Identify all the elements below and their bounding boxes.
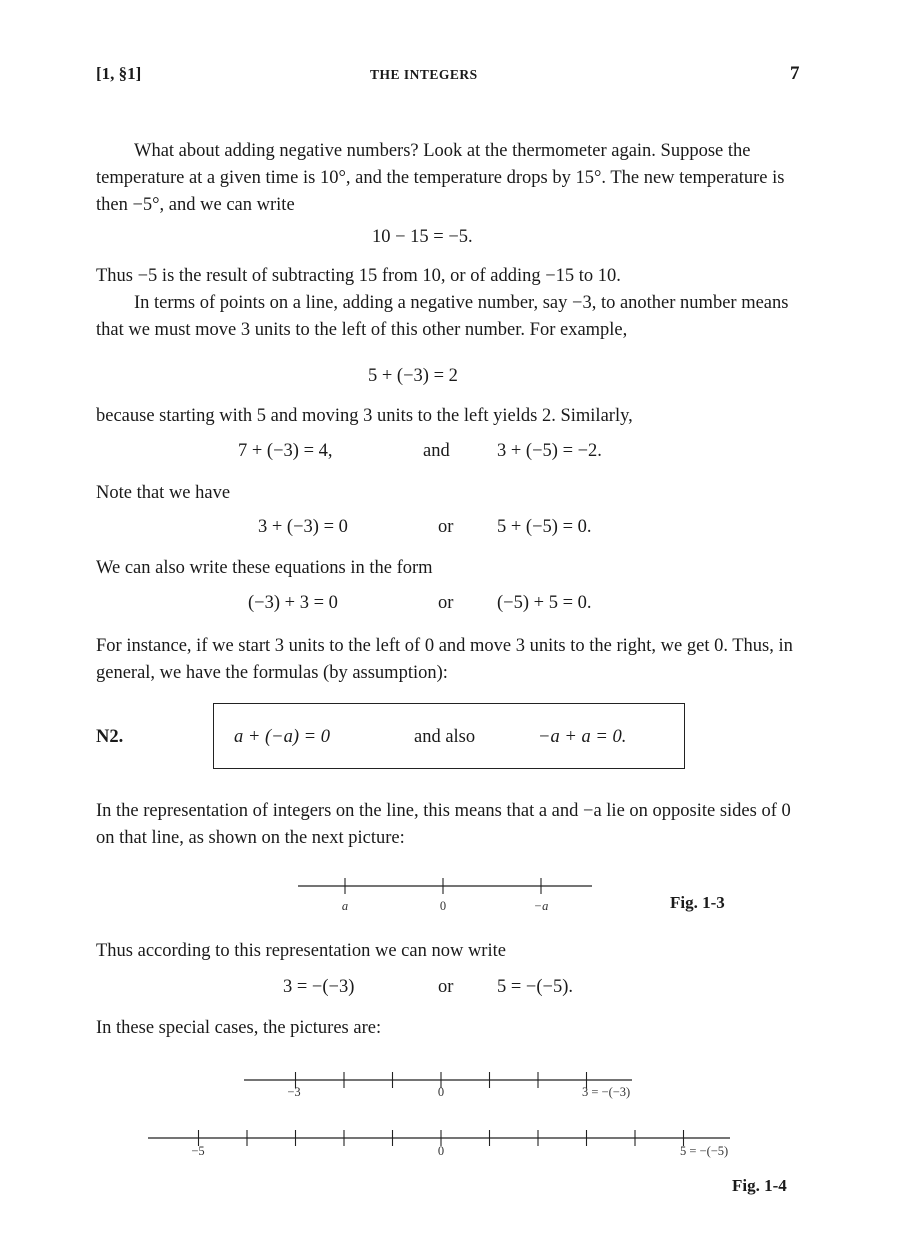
equation-neg5-plus-5: (−5) + 5 = 0. [497, 593, 592, 613]
paragraph-for-instance: For instance, if we start 3 units to the left of 0 and move 3 units to the right, we get 0. Thus, in general, we have the formulas (by assumption): [96, 636, 793, 683]
fig14-caption: Fig. 1-4 [732, 1176, 787, 1195]
paragraph-note: Note that we have [96, 483, 231, 503]
equation-5-plus-neg5: 5 + (−5) = 0. [497, 517, 592, 537]
connector-or-3: or [438, 977, 454, 997]
equation-5-plus-neg3: 5 + (−3) = 2 [368, 366, 458, 386]
formula-label-n2: N2. [96, 727, 124, 747]
fig13-label-neg-a: −a [533, 899, 549, 913]
formula-neg-a-plus-a: −a + a = 0. [538, 727, 627, 747]
page-number: 7 [790, 63, 800, 84]
fig14-line1-label-3: 3 = −(−3) [582, 1085, 631, 1099]
header-section-ref: [1, §1] [96, 64, 142, 83]
equation-3-plus-neg5: 3 + (−5) = −2. [497, 441, 602, 461]
equation-3-eq-neg-neg3: 3 = −(−3) [283, 977, 355, 997]
fig13-label-0: 0 [439, 899, 447, 913]
fig13-label-a: a [341, 899, 349, 913]
formula-a-plus-neg-a: a + (−a) = 0 [234, 727, 331, 747]
connector-and-also: and also [414, 727, 476, 747]
equation-5-eq-neg-neg5: 5 = −(−5). [497, 977, 573, 997]
paragraph-special-cases: In these special cases, the pictures are: [96, 1018, 382, 1038]
equation-3-plus-neg3: 3 + (−3) = 0 [258, 517, 348, 537]
connector-or-2: or [438, 593, 454, 613]
paragraph-subtracting: Thus −5 is the result of subtracting 15 from 10, or of adding −15 to 10. [96, 266, 621, 286]
fig14-line2-label-5: 5 = −(−5) [680, 1144, 729, 1158]
paragraph-thermometer: What about adding negative numbers? Look at the thermometer again. Suppose the temperature at a given time is 10°, and the temperature drops by 15°. The new temperature is then −5°, and we can write [96, 141, 785, 215]
paragraph-points-on-line: In terms of points on a line, adding a negative number, say −3, to another number means that we must move 3 units to the left of this other number. For example, [96, 293, 789, 340]
paragraph-form: We can also write these equations in the form [96, 558, 433, 578]
paragraph-thus-write: Thus according to this representation we can now write [96, 941, 506, 961]
connector-and: and [423, 441, 450, 461]
fig14-line1-label-0: 0 [437, 1085, 445, 1099]
fig13-caption: Fig. 1-3 [670, 893, 725, 912]
paragraph-representation: In the representation of integers on the line, this means that a and −a lie on opposite sides of 0 on that line, as shown on the next picture: [96, 801, 791, 848]
fig14-line2-label-0: 0 [437, 1144, 445, 1158]
connector-or-1: or [438, 517, 454, 537]
equation-neg3-plus-3: (−3) + 3 = 0 [248, 593, 338, 613]
running-title: THE INTEGERS [370, 67, 478, 82]
fig14-line1-label-neg3: −3 [287, 1085, 301, 1099]
fig14-line2-label-neg5: −5 [191, 1144, 205, 1158]
paragraph-starting-with-5: because starting with 5 and moving 3 units to the left yields 2. Similarly, [96, 406, 633, 426]
equation-7-plus-neg3: 7 + (−3) = 4, [238, 441, 333, 461]
equation-10-minus-15: 10 − 15 = −5. [372, 227, 473, 247]
